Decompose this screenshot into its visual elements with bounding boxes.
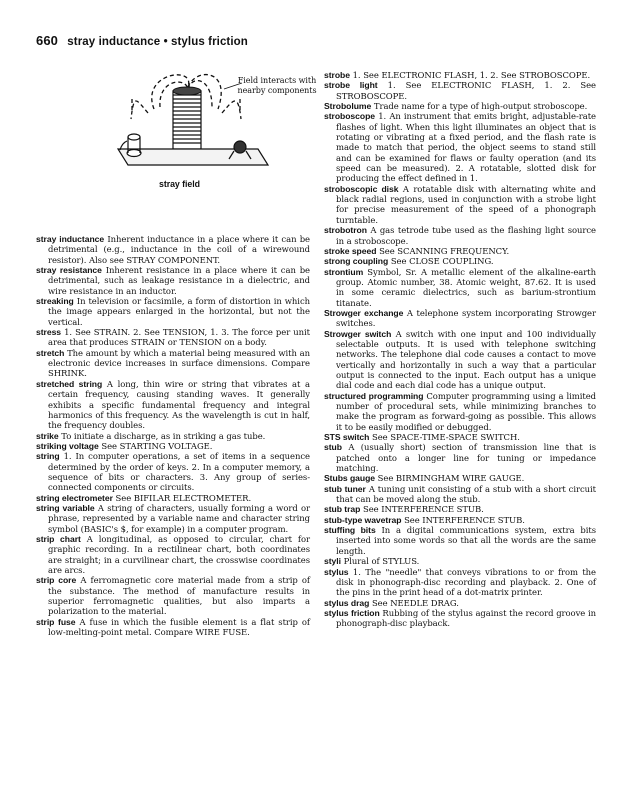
dictionary-entry [36,617,310,638]
dictionary-entry [324,80,596,101]
entry-definition: In a digital communications system, extra bits inserted into some words so that all the words are the same length. [336,525,596,556]
entry-definition: See STARTING VOLTAGE. [101,440,213,451]
dictionary-entry [324,70,596,80]
figure-label: Field interacts with nearby components [237,76,317,95]
dictionary-entry [324,515,596,525]
entry-definition: 1. An instrument that emits bright, adjustable-rate flashes of light. When this light illuminates an object that is rotating or vibrating at a fixed period, and the flash rate is made to match that period, the object seems to stand still and can be examined for flaws or faulty operation (and its speed can be measured). 2. A rotatable, slotted disk for producing the effect defined in 1. [336,111,596,184]
entry-term: stuffing bits [324,525,376,536]
dictionary-entry [36,296,310,327]
dictionary-entry [36,234,310,265]
entry-term: stub-type wavetrap [324,514,402,525]
dictionary-entry [324,556,596,566]
entry-term: stray inductance [36,234,105,244]
left-column [36,69,317,638]
right-column [324,70,596,629]
entry-term: stub [324,442,342,453]
dictionary-entry [324,308,596,329]
entry-definition: Symbol, Sr. A metallic element of the alkaline-earth group. Atomic number, 38. Atomic weight, 87.62. It is used in some ceramic dielectrics, such as barium-strontium titanate. [336,266,596,308]
entry-term: string [36,451,60,462]
entry-term: strontium [324,266,364,277]
dictionary-entry [324,442,596,473]
entry-definition: The amount by which a material being measured with an electronic device increases in surface dimensions. Compare SHRINK. [48,347,311,379]
entry-term: stretch [36,347,65,358]
dictionary-entry [324,432,596,442]
dictionary-entry [36,503,310,534]
entry-definition: See SPACE-TIME-SPACE SWITCH. [371,432,520,443]
entry-term: STS switch [324,432,370,443]
dictionary-entry [36,265,310,296]
entry-term: strong coupling [324,256,389,267]
entry-term: stub trap [324,504,361,515]
entry-term: strip core [36,575,77,586]
entry-definition: A (usually short) section of transmission line that is patched onto a longer line for tuning or impedance matching. [336,442,596,474]
entry-definition: A gas tetrode tube used as the flashing light source in a stroboscope. [336,225,596,246]
dictionary-entry [36,575,310,616]
figure-caption: stray field [158,179,200,189]
entry-term: stylus drag [324,597,370,608]
entry-term: stylus friction [324,607,380,618]
entry-definition: A ferromagnetic core material made from a strip of the substance. The method of manufacture results in superior ferromagnetic qualities, but also imparts a polarization to the material. [48,575,310,617]
dictionary-entry [324,246,596,256]
dictionary-entry [324,184,596,225]
entry-term: strip chart [36,533,81,544]
dictionary-entry [324,256,596,266]
dictionary-entry [324,267,596,308]
entry-term: strip fuse [36,616,76,627]
entry-term: Strobolume [324,101,372,112]
entry-definition: See INTERFERENCE STUB. [362,504,484,515]
entry-term: stroboscopic disk [324,183,399,194]
dictionary-entry [36,348,310,379]
entry-term: stroboscope [324,111,376,122]
entry-term: stylus [324,566,349,577]
entry-definition: Inherent inductance in a place where it can be detrimental (e.g., inductance in the coil of a wirewound resistor). Also see STRAY COMPONENT. [48,234,310,265]
dictionary-entry [36,441,310,451]
entry-term: striking voltage [36,440,99,451]
entry-definition: A telephone system incorporating Strowger switches. [336,307,596,329]
entry-definition: Computer programming using a limited number of procedural sets, while minimizing branches to make the program as forward-going as possible. This allows it to be easily modified or debugged. [336,390,596,432]
dictionary-entry [324,111,596,183]
stray-field-figure [36,69,317,234]
dictionary-entry [324,608,596,629]
entry-term: stretched string [36,378,103,389]
dictionary-entry [324,525,596,556]
dictionary-entry [36,451,310,492]
entry-definition: To initiate a discharge, as in striking a gas tube. [61,430,266,441]
entry-definition: 1. See STRAIN. 2. See TENSION, 1. 3. The force per unit area that produces STRAIN or TENSION on a body. [48,327,310,348]
entry-definition: See NEEDLE DRAG. [371,597,459,608]
entry-definition: 1. See ELECTRONIC FLASH, 1. 2. See STROBOSCOPE. [336,80,597,101]
dictionary-entry [36,379,310,431]
entry-definition: A fuse in which the fusible element is a flat strip of low-melting-point metal. Compare WIRE FUSE. [48,616,310,638]
entry-term: Strowger exchange [324,307,404,318]
entry-definition: Rubbing of the stylus against the record groove in phonograph-disc playback. [336,607,596,629]
entry-term: strobe light [324,80,378,91]
dictionary-entry [324,598,596,608]
entry-definition: A longitudinal, as opposed to circular, chart for graphic recording. In a rectilinear chart, both coordinates are straight; in a curvilinear chart, the crosswise coordinates are arcs. [48,533,310,575]
entry-term: stray resistance [36,265,102,276]
dictionary-entry [36,534,310,575]
entry-definition: See SCANNING FREQUENCY. [379,245,510,256]
entry-definition: A switch with one input and 100 individually selectable outputs. It is used with telephone switching networks. The telephone dial code causes a contact to move vertically and horizontally in such a way that a particular output is connected to the input. Each output has a unique dial code and each dial code has a unique output. [336,328,596,391]
dictionary-entry [324,329,596,391]
running-title: stray inductance • stylus friction [67,36,248,48]
dictionary-entry [36,493,310,503]
dictionary-entry [324,391,596,432]
entry-definition: In television or facsimile, a form of distortion in which the image appears enlarged in the horizontal, but not the vertical. [48,296,311,327]
entry-definition: See BIRMINGHAM WIRE GAUGE. [377,473,525,484]
dictionary-entry [324,504,596,514]
entry-term: string electrometer [36,492,113,503]
left-entry-list [36,234,310,637]
entry-definition: Trade name for a type of high-output stroboscope. [373,101,588,112]
dictionary-entry [324,484,596,505]
entry-definition: Plural of STYLUS. [343,556,420,567]
dictionary-entry [324,473,596,483]
entry-term: styli [324,556,341,567]
dictionary-entry [36,431,310,441]
entry-definition: 1. See ELECTRONIC FLASH, 1. 2. See STROBOSCOPE. [352,70,591,80]
entry-term: strobe [324,70,350,80]
entry-definition: See INTERFERENCE STUB. [404,514,525,525]
entry-definition: See BIFILAR ELECTROMETER. [115,492,252,503]
entry-term: Stubs gauge [324,473,376,484]
entry-term: strobotron [324,225,367,236]
entry-definition: A string of characters, usually forming a word or phrase, represented by a variable name and character string symbol (BASIC's $, for example) in a computer program. [48,502,310,534]
entry-definition: Inherent resistance in a place where it can be detrimental, such as leakage resistance in a dielectric, and wire resistance in an inductor. [48,265,310,296]
right-entry-list [324,70,596,629]
entry-term: strike [36,430,59,441]
entry-term: streaking [36,296,74,307]
entry-term: stub tuner [324,483,366,494]
entry-term: stroke speed [324,245,377,256]
dictionary-entry [324,567,596,598]
entry-definition: 1. The "needle" that conveys vibrations to or from the disk in phonograph-disc recording and playback. 2. One of the pins in the print head of a dot-matrix printer. [336,566,596,598]
entry-term: string variable [36,502,95,513]
entry-term: Strowger switch [324,328,392,339]
entry-term: stress [36,327,62,338]
entry-definition: See CLOSE COUPLING. [390,256,494,267]
dictionary-entry [36,327,310,348]
dictionary-entry [324,101,596,111]
entry-definition: A rotatable disk with alternating white and black radial regions, used in conjunction with a strobe light for precise measurement of the speed of a phonograph turntable. [336,183,596,225]
running-header [36,33,248,48]
entry-term: structured programming [324,390,424,401]
entry-definition: A long, thin wire or string that vibrates at a certain frequency, causing standing waves. It generally exhibits a specific fundamental frequency and integral harmonics of this frequency. As the wavelength is cut in half, the frequency doubles. [48,378,311,431]
entry-definition: A tuning unit consisting of a stub with a short circuit that can be moved along the stub. [336,483,597,505]
dictionary-entry [324,225,596,246]
entry-definition: 1. In computer operations, a set of items in a sequence determined by the order of keys. 2. In a computer memory, a sequence of bits or characters. 3. Any group of series-connected components or circuits. [48,451,310,493]
page-number: 660 [36,33,58,48]
